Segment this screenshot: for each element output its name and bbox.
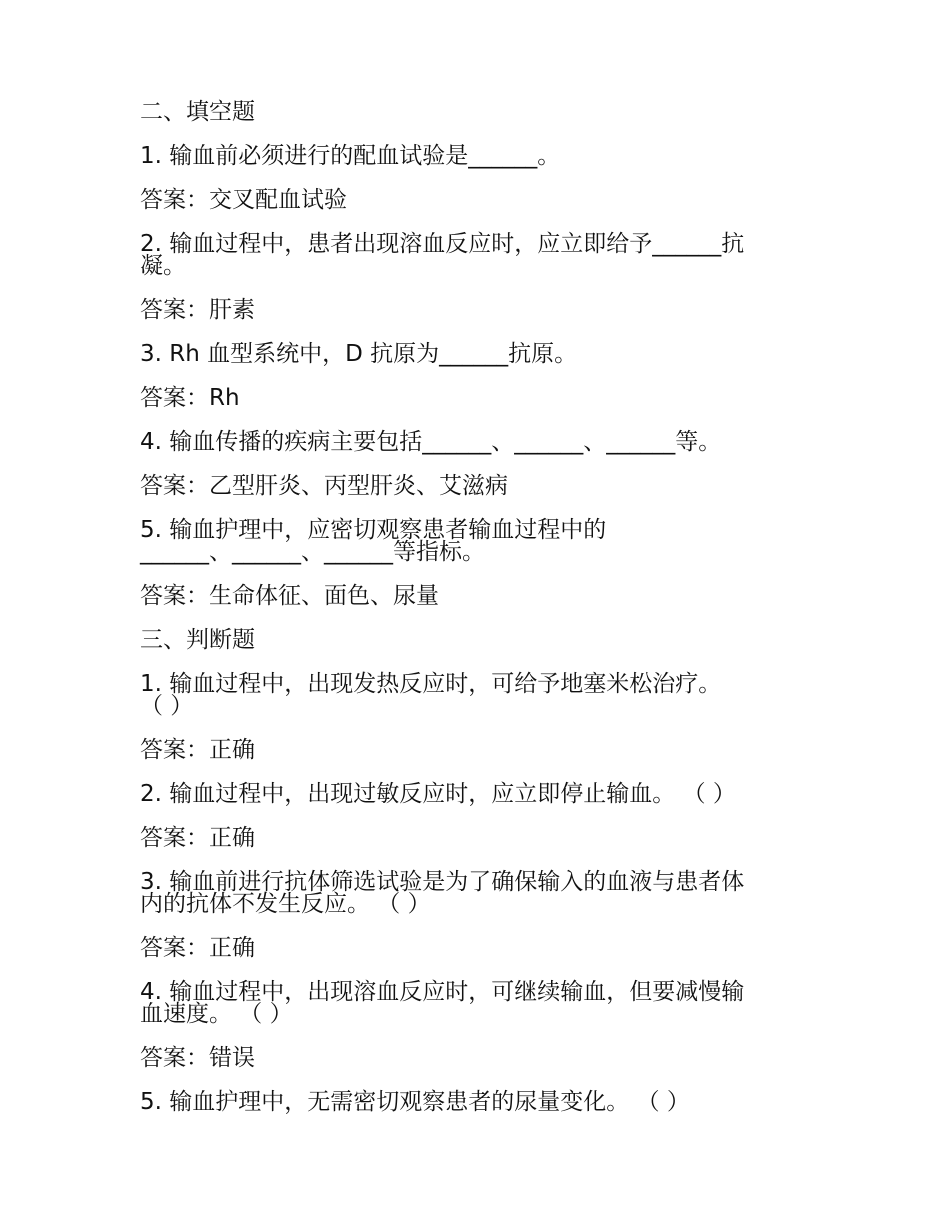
question-text: 1. 输血前必须进行的配血试验是______。 bbox=[140, 143, 561, 169]
answer-item bbox=[140, 936, 800, 960]
section-title: 三、判断题 bbox=[140, 627, 255, 653]
question-item bbox=[140, 342, 800, 366]
answer-item bbox=[140, 1046, 800, 1070]
question-text-line2: 血速度。 （ ） bbox=[140, 1001, 293, 1027]
question-item bbox=[140, 518, 800, 564]
question-text-line1: 3. 输血前进行抗体筛选试验是为了确保输入的血液与患者体 bbox=[140, 869, 745, 895]
answer-text: 答案：生命体征、面色、尿量 bbox=[140, 583, 439, 609]
question-text-line1: 2. 输血过程中，患者出现溶血反应时，应立即给予______抗 bbox=[140, 231, 745, 257]
question-text-line1: 5. 输血护理中，应密切观察患者输血过程中的 bbox=[140, 517, 607, 543]
question-item bbox=[140, 430, 800, 454]
question-text-line2: （ ） bbox=[140, 693, 194, 719]
answer-text: 答案：肝素 bbox=[140, 297, 255, 323]
question-item bbox=[140, 980, 800, 1026]
question-item bbox=[140, 782, 800, 806]
question-text: 5. 输血护理中，无需密切观察患者的尿量变化。 （ ） bbox=[140, 1089, 690, 1115]
section-heading-true-false bbox=[140, 628, 800, 652]
question-text-line2: 内的抗体不发生反应。 （ ） bbox=[140, 891, 431, 917]
answer-text: 答案：正确 bbox=[140, 737, 255, 763]
question-text-line1: 1. 输血过程中，出现发热反应时，可给予地塞米松治疗。 bbox=[140, 671, 722, 697]
question-item bbox=[140, 672, 800, 718]
answer-text: 答案：正确 bbox=[140, 825, 255, 851]
answer-item bbox=[140, 738, 800, 762]
answer-item bbox=[140, 584, 800, 608]
question-text: 3. Rh 血型系统中，D 抗原为______抗原。 bbox=[140, 341, 578, 367]
answer-item bbox=[140, 386, 800, 410]
question-text-line1: 4. 输血过程中，出现溶血反应时，可继续输血，但要减慢输 bbox=[140, 979, 745, 1005]
question-text: 4. 输血传播的疾病主要包括______、______、______等。 bbox=[140, 429, 722, 455]
section-title: 二、填空题 bbox=[140, 99, 255, 125]
question-text-line2: 凝。 bbox=[140, 253, 186, 279]
answer-item bbox=[140, 474, 800, 498]
question-item bbox=[140, 1090, 800, 1114]
question-item bbox=[140, 232, 800, 278]
answer-text: 答案：错误 bbox=[140, 1045, 255, 1071]
document-page bbox=[140, 100, 800, 1134]
answer-text: 答案：交叉配血试验 bbox=[140, 187, 347, 213]
answer-text: 答案：乙型肝炎、丙型肝炎、艾滋病 bbox=[140, 473, 508, 499]
answer-item bbox=[140, 188, 800, 212]
answer-text: 答案：Rh bbox=[140, 385, 240, 411]
section-heading-fill-in bbox=[140, 100, 800, 124]
answer-item bbox=[140, 298, 800, 322]
question-item bbox=[140, 870, 800, 916]
answer-item bbox=[140, 826, 800, 850]
question-text-line2: ______、______、______等指标。 bbox=[140, 539, 485, 565]
question-text: 2. 输血过程中，出现过敏反应时，应立即停止输血。 （ ） bbox=[140, 781, 736, 807]
answer-text: 答案：正确 bbox=[140, 935, 255, 961]
question-item bbox=[140, 144, 800, 168]
